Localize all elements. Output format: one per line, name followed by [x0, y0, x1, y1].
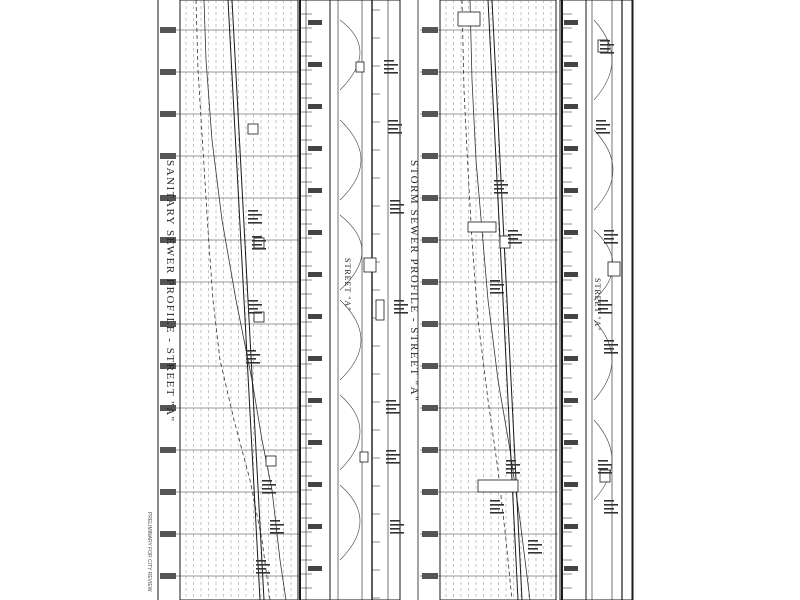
annotation-text-mark	[604, 504, 618, 506]
station-label-block	[308, 482, 322, 487]
annotation-text-mark	[490, 280, 500, 282]
station-label-block	[422, 531, 438, 537]
annotation-text-mark	[494, 180, 504, 182]
annotation-text-mark	[390, 520, 400, 522]
annotation-text-mark	[388, 120, 398, 122]
station-label-block	[308, 398, 322, 403]
annotation-text-mark	[528, 548, 538, 550]
annotation-text-mark	[390, 532, 404, 534]
station-label-block	[564, 104, 578, 109]
station-label-block	[422, 489, 438, 495]
annotation-text-mark	[508, 242, 522, 244]
station-label-block	[160, 573, 176, 579]
annotation-text-mark	[262, 484, 276, 486]
annotation-text-mark	[388, 124, 402, 126]
station-label-block	[160, 153, 176, 159]
station-label-block	[564, 440, 578, 445]
station-label-block	[308, 314, 322, 319]
annotation-text-mark	[262, 488, 272, 490]
storm-profile-title: STORM SEWER PROFILE - STREET "A"	[408, 160, 420, 403]
annotation-text-mark	[604, 344, 618, 346]
annotation-text-mark	[394, 300, 404, 302]
station-label-block	[308, 272, 322, 277]
station-label-block	[422, 195, 438, 201]
annotation-text-mark	[596, 132, 610, 134]
annotation-text-mark	[388, 128, 398, 130]
annotation-text-mark	[604, 348, 614, 350]
station-label-block	[422, 573, 438, 579]
annotation-text-mark	[604, 508, 614, 510]
annotation-text-mark	[270, 532, 284, 534]
annotation-text-mark	[604, 512, 618, 514]
station-label-block	[308, 356, 322, 361]
annotation-text-mark	[248, 210, 258, 212]
annotation-text-mark	[252, 236, 262, 238]
station-label-block	[564, 314, 578, 319]
annotation-text-mark	[490, 508, 500, 510]
annotation-text-mark	[386, 458, 396, 460]
station-label-block	[422, 363, 438, 369]
storm-pipe-line	[488, 0, 522, 600]
station-label-block	[422, 69, 438, 75]
station-label-block	[308, 566, 322, 571]
sanitary-manholes	[248, 124, 276, 466]
station-label-block	[308, 20, 322, 25]
annotation-text-mark	[256, 572, 270, 574]
station-label-block	[422, 111, 438, 117]
street-label-left: STREET "A"	[343, 258, 352, 312]
annotation-text-mark	[270, 524, 284, 526]
annotation-text-mark	[386, 400, 396, 402]
annotation-text-mark	[262, 480, 272, 482]
annotation-text-mark	[256, 564, 270, 566]
annotation-text-mark	[262, 492, 276, 494]
annotation-text-mark	[494, 184, 508, 186]
annotation-text-mark	[390, 212, 404, 214]
annotation-text-mark	[246, 358, 256, 360]
annotation-text-mark	[246, 350, 256, 352]
annotation-text-mark	[390, 524, 404, 526]
annotation-text-mark	[598, 468, 608, 470]
annotation-text-mark	[598, 460, 608, 462]
annotation-text-mark	[386, 404, 400, 406]
annotation-text-mark	[600, 48, 610, 50]
annotation-text-mark	[508, 238, 518, 240]
annotation-text-mark	[604, 242, 618, 244]
annotation-text-mark	[390, 208, 400, 210]
annotation-text-mark	[604, 238, 614, 240]
station-label-block	[564, 566, 578, 571]
annotation-text-mark	[390, 528, 400, 530]
right-plan-station-ticks	[562, 0, 578, 588]
annotation-text-mark	[494, 192, 508, 194]
annotation-text-mark	[598, 464, 612, 466]
station-label-block	[422, 237, 438, 243]
station-label-block	[422, 405, 438, 411]
annotation-text-mark	[252, 248, 266, 250]
annotation-text-mark	[490, 288, 500, 290]
annotation-text-mark	[252, 244, 262, 246]
annotation-text-mark	[604, 234, 618, 236]
annotation-text-mark	[528, 540, 538, 542]
station-label-block	[422, 321, 438, 327]
annotation-text-mark	[604, 230, 614, 232]
sanitary-profile-title: SANITARY SEWER PROFILE - STREET "A"	[164, 160, 176, 423]
annotation-text-mark	[386, 450, 396, 452]
annotation-text-mark	[394, 308, 404, 310]
annotation-text-mark	[506, 468, 516, 470]
station-label-block	[564, 482, 578, 487]
annotation-text-mark	[270, 520, 280, 522]
annotation-text-mark	[604, 340, 614, 342]
station-label-block	[308, 230, 322, 235]
annotation-text-mark	[600, 52, 614, 54]
annotation-text-mark	[248, 304, 262, 306]
annotation-text-mark	[598, 472, 612, 474]
annotation-text-mark	[528, 544, 542, 546]
review-footnote: PRELIMINARY FOR CITY REVIEW	[146, 512, 152, 592]
annotation-text-mark	[384, 60, 394, 62]
station-label-block	[564, 356, 578, 361]
annotation-text-mark	[394, 304, 408, 306]
annotation-text-mark	[600, 44, 614, 46]
annotation-text-mark	[508, 234, 522, 236]
annotation-text-mark	[390, 200, 400, 202]
annotation-text-mark	[394, 312, 408, 314]
station-label-block	[564, 272, 578, 277]
station-label-block	[564, 188, 578, 193]
annotation-text-mark	[490, 500, 500, 502]
station-label-block	[308, 62, 322, 67]
annotation-text-mark	[604, 352, 618, 354]
station-label-block	[160, 111, 176, 117]
station-label-block	[564, 20, 578, 25]
station-label-block	[160, 69, 176, 75]
station-label-block	[422, 153, 438, 159]
annotation-text-mark	[248, 218, 258, 220]
annotation-text-mark	[386, 462, 400, 464]
annotation-text-mark	[604, 500, 614, 502]
station-label-block	[422, 279, 438, 285]
right-plan-arcs	[594, 20, 613, 500]
annotation-text-mark	[506, 460, 516, 462]
annotation-text-mark	[256, 568, 266, 570]
annotation-text-mark	[490, 512, 504, 514]
annotation-text-mark	[386, 412, 400, 414]
station-label-block	[160, 531, 176, 537]
annotation-text-mark	[596, 124, 610, 126]
annotation-text-mark	[390, 204, 404, 206]
annotation-text-mark	[248, 312, 262, 314]
sanitary-ground-line	[196, 0, 286, 600]
station-label-block	[564, 146, 578, 151]
annotation-text-mark	[490, 504, 504, 506]
storm-profile-frame	[440, 0, 556, 600]
annotation-text-mark	[246, 362, 260, 364]
station-label-block	[564, 398, 578, 403]
annotation-text-mark	[384, 68, 394, 70]
station-label-block	[308, 146, 322, 151]
annotation-text-mark	[508, 230, 518, 232]
annotation-text-mark	[386, 454, 400, 456]
annotation-text-mark	[248, 214, 262, 216]
storm-profile-grid	[420, 0, 558, 600]
annotation-text-mark	[506, 472, 520, 474]
annotation-text-mark	[494, 188, 504, 190]
annotation-text-mark	[248, 308, 258, 310]
annotation-text-mark	[248, 222, 262, 224]
annotation-text-mark	[490, 284, 504, 286]
annotation-text-mark	[596, 128, 606, 130]
street-label-right: STREET "A"	[593, 278, 602, 332]
station-label-block	[422, 27, 438, 33]
station-label-block	[160, 27, 176, 33]
annotation-text-mark	[490, 292, 504, 294]
annotation-text-mark	[248, 300, 258, 302]
annotation-text-mark	[506, 464, 520, 466]
annotation-text-mark	[246, 354, 260, 356]
station-label-block	[564, 62, 578, 67]
right-plan-inlets	[598, 40, 620, 482]
station-label-block	[308, 188, 322, 193]
station-label-block	[308, 524, 322, 529]
station-label-block	[308, 104, 322, 109]
station-label-block	[564, 230, 578, 235]
annotation-text-mark	[600, 40, 610, 42]
annotation-text-mark	[384, 72, 398, 74]
annotation-text-mark	[386, 408, 396, 410]
annotation-text-mark	[528, 552, 542, 554]
annotation-text-mark	[256, 560, 266, 562]
station-label-block	[160, 489, 176, 495]
station-label-block	[564, 524, 578, 529]
station-label-block	[160, 447, 176, 453]
annotation-text-mark	[384, 64, 398, 66]
station-label-block	[422, 447, 438, 453]
annotation-text-mark	[388, 132, 402, 134]
sanitary-profile-grid	[160, 0, 300, 600]
annotation-text-mark	[596, 120, 606, 122]
sanitary-profile-frame	[180, 0, 298, 600]
station-label-block	[308, 440, 322, 445]
annotation-text-mark	[252, 240, 266, 242]
annotation-text-mark	[270, 528, 280, 530]
